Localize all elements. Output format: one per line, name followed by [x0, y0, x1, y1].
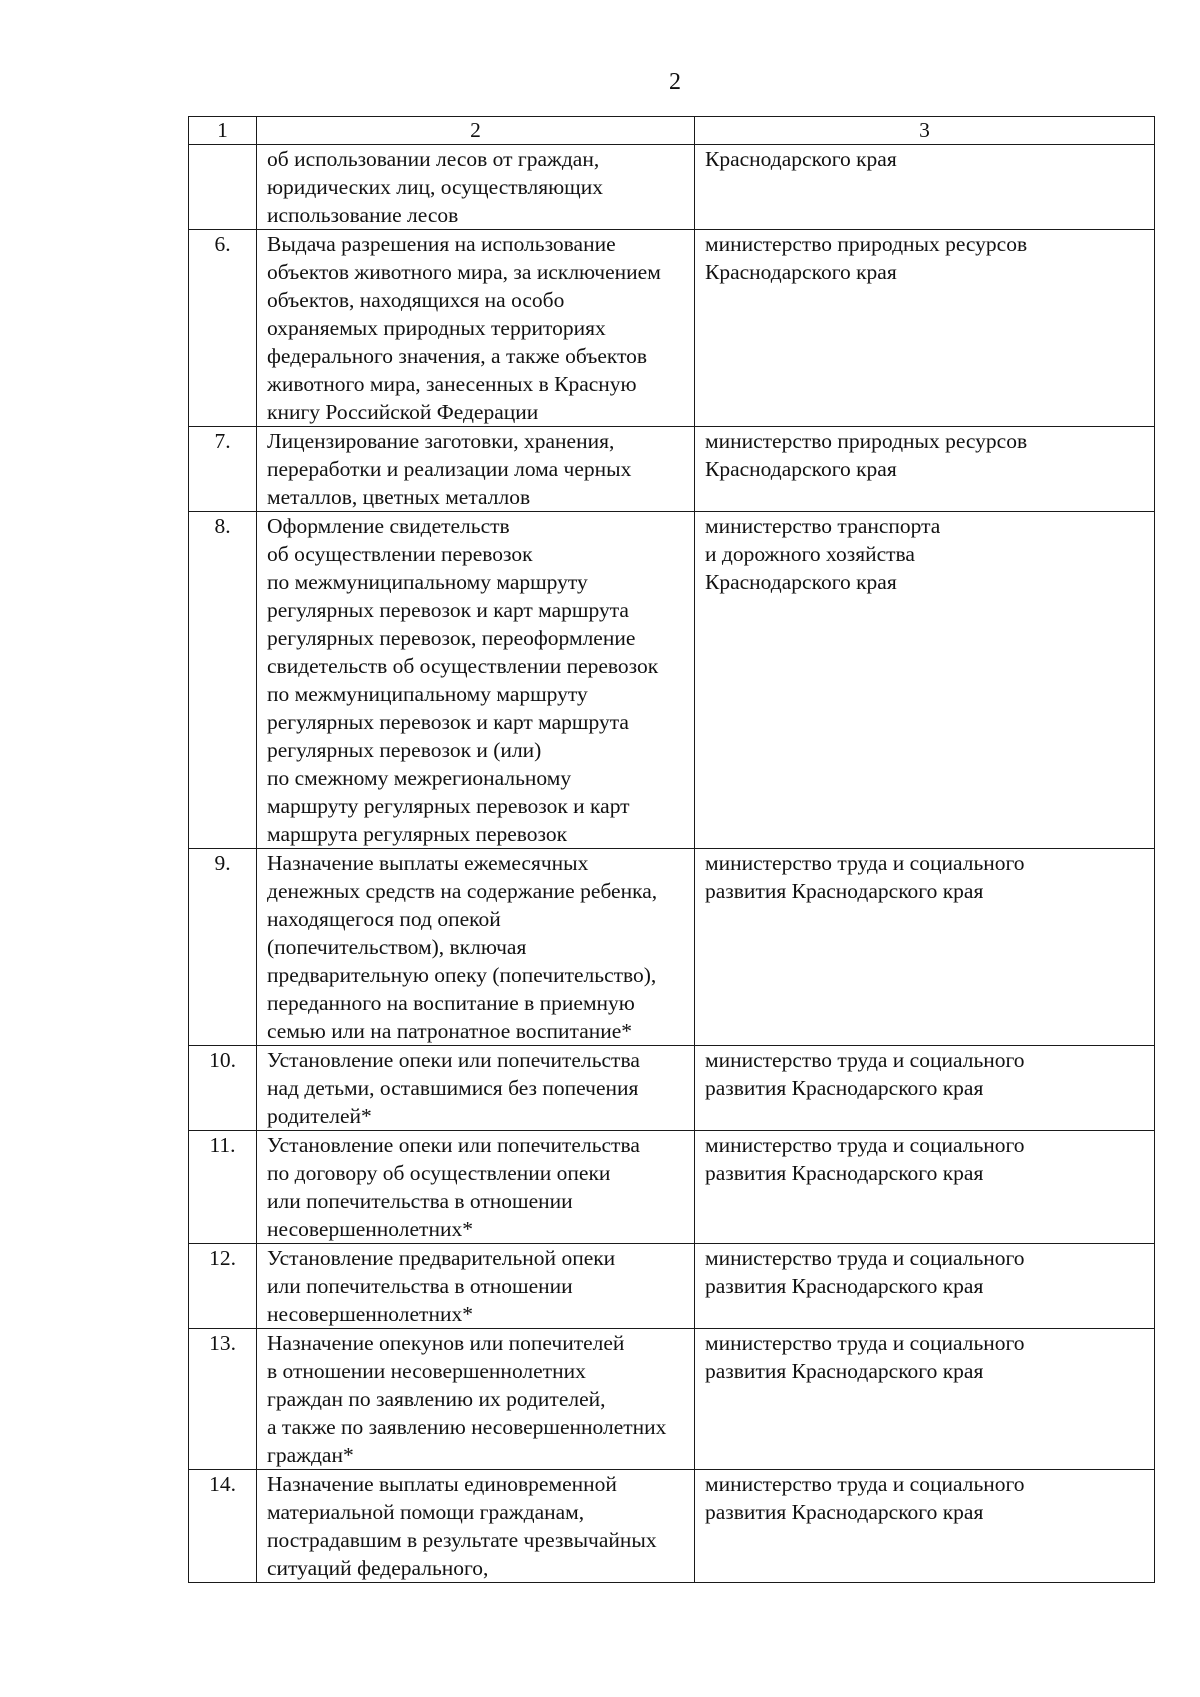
service-line: Установление предварительной опеки	[267, 1246, 616, 1270]
authority-cell	[695, 145, 1155, 230]
service-cell	[257, 145, 695, 230]
service-line: над детьми, оставшимися без попечения	[267, 1076, 639, 1100]
authority-line: министерство природных ресурсов	[705, 232, 1028, 256]
service-line: несовершеннолетних*	[267, 1302, 473, 1326]
authority-line: развития Краснодарского края	[705, 1274, 984, 1298]
authority-line: Краснодарского края	[705, 457, 897, 481]
service-line: граждан по заявлению их родителей,	[267, 1387, 606, 1411]
row-number: 13.	[189, 1329, 257, 1470]
authority-line: Краснодарского края	[705, 260, 897, 284]
service-line: семью или на патронатное воспитание*	[267, 1019, 633, 1043]
table-header-row	[189, 117, 1155, 145]
service-line: об использовании лесов от граждан,	[267, 147, 600, 171]
authority-cell	[695, 1131, 1155, 1244]
authority-line: министерство труда и социального	[705, 1246, 1025, 1270]
service-line: регулярных перевозок, переоформление	[267, 626, 636, 650]
service-cell	[257, 427, 695, 512]
service-line: юридических лиц, осуществляющих	[267, 175, 603, 199]
row-number: 10.	[189, 1046, 257, 1131]
service-cell	[257, 230, 695, 427]
service-cell	[257, 849, 695, 1046]
column-header-service: 2	[257, 117, 695, 145]
service-line: федерального значения, а также объектов	[267, 344, 648, 368]
authority-line: развития Краснодарского края	[705, 1161, 984, 1185]
service-line: Назначение выплаты ежемесячных	[267, 851, 589, 875]
authority-line: развития Краснодарского края	[705, 879, 984, 903]
service-cell	[257, 1244, 695, 1329]
page-number: 2	[669, 69, 681, 95]
service-line: Назначение выплаты единовременной	[267, 1472, 617, 1496]
row-number	[189, 145, 257, 230]
row-number: 8.	[189, 512, 257, 849]
service-line: денежных средств на содержание ребенка,	[267, 879, 658, 903]
table-row	[189, 512, 1155, 849]
table-row	[189, 849, 1155, 1046]
authority-cell	[695, 427, 1155, 512]
table-row	[189, 1329, 1155, 1470]
service-line: (попечительством), включая	[267, 935, 527, 959]
service-line: предварительную опеку (попечительство),	[267, 963, 657, 987]
table-body	[189, 145, 1155, 1583]
service-line: регулярных перевозок и карт маршрута	[267, 598, 629, 622]
service-line: объектов животного мира, за исключением	[267, 260, 661, 284]
table-row	[189, 145, 1155, 230]
service-line: а также по заявлению несовершеннолетних	[267, 1415, 667, 1439]
service-line: книгу Российской Федерации	[267, 400, 539, 424]
service-line: охраняемых природных территориях	[267, 316, 606, 340]
service-line: маршрута регулярных перевозок	[267, 822, 568, 846]
service-cell	[257, 1046, 695, 1131]
authority-line: министерство труда и социального	[705, 1331, 1025, 1355]
authority-line: Краснодарского края	[705, 147, 897, 171]
column-header-number: 1	[189, 117, 257, 145]
authority-line: министерство труда и социального	[705, 1133, 1025, 1157]
service-line: переработки и реализации лома черных	[267, 457, 632, 481]
service-line: регулярных перевозок и (или)	[267, 738, 542, 762]
service-line: объектов, находящихся на особо	[267, 288, 565, 312]
authority-cell	[695, 230, 1155, 427]
authority-cell	[695, 1329, 1155, 1470]
row-number: 11.	[189, 1131, 257, 1244]
service-line: Оформление свидетельств	[267, 514, 510, 538]
service-line: по межмуниципальному маршруту	[267, 570, 588, 594]
authority-line: развития Краснодарского края	[705, 1359, 984, 1383]
authority-line: министерство транспорта	[705, 514, 941, 538]
service-line: по смежному межрегиональному	[267, 766, 572, 790]
service-cell	[257, 1131, 695, 1244]
row-number: 7.	[189, 427, 257, 512]
service-line: использование лесов	[267, 203, 459, 227]
table-row	[189, 1046, 1155, 1131]
authority-line: развития Краснодарского края	[705, 1076, 984, 1100]
service-line: переданного на воспитание в приемную	[267, 991, 635, 1015]
service-line: по межмуниципальному маршруту	[267, 682, 588, 706]
service-line: граждан*	[267, 1443, 354, 1467]
authority-cell	[695, 1046, 1155, 1131]
service-cell	[257, 1470, 695, 1583]
service-line: или попечительства в отношении	[267, 1274, 573, 1298]
authority-line: и дорожного хозяйства	[705, 542, 915, 566]
row-number: 12.	[189, 1244, 257, 1329]
row-number: 9.	[189, 849, 257, 1046]
table-row	[189, 427, 1155, 512]
table-row	[189, 1470, 1155, 1583]
table-row	[189, 230, 1155, 427]
table-row	[189, 1131, 1155, 1244]
row-number: 14.	[189, 1470, 257, 1583]
service-line: родителей*	[267, 1104, 372, 1128]
row-number: 6.	[189, 230, 257, 427]
service-line: свидетельств об осуществлении перевозок	[267, 654, 659, 678]
service-line: или попечительства в отношении	[267, 1189, 573, 1213]
authority-cell	[695, 849, 1155, 1046]
service-line: пострадавшим в результате чрезвычайных	[267, 1528, 657, 1552]
service-line: регулярных перевозок и карт маршрута	[267, 710, 629, 734]
service-line: Выдача разрешения на использование	[267, 232, 616, 256]
service-line: по договору об осуществлении опеки	[267, 1161, 611, 1185]
authority-line: министерство труда и социального	[705, 1048, 1025, 1072]
authority-cell	[695, 512, 1155, 849]
authority-cell	[695, 1470, 1155, 1583]
service-line: Лицензирование заготовки, хранения,	[267, 429, 615, 453]
service-line: Установление опеки или попечительства	[267, 1048, 640, 1072]
service-line: об осуществлении перевозок	[267, 542, 533, 566]
service-line: ситуаций федерального,	[267, 1556, 489, 1580]
column-header-authority: 3	[695, 117, 1155, 145]
service-line: Установление опеки или попечительства	[267, 1133, 640, 1157]
service-cell	[257, 1329, 695, 1470]
authority-line: министерство природных ресурсов	[705, 429, 1028, 453]
service-cell	[257, 512, 695, 849]
service-line: находящегося под опекой	[267, 907, 501, 931]
service-line: маршруту регулярных перевозок и карт	[267, 794, 630, 818]
authority-line: министерство труда и социального	[705, 851, 1025, 875]
service-line: металлов, цветных металлов	[267, 485, 531, 509]
service-line: материальной помощи гражданам,	[267, 1500, 585, 1524]
authority-line: развития Краснодарского края	[705, 1500, 984, 1524]
authority-line: Краснодарского края	[705, 570, 897, 594]
service-line: животного мира, занесенных в Красную	[267, 372, 637, 396]
authority-cell	[695, 1244, 1155, 1329]
authority-line: министерство труда и социального	[705, 1472, 1025, 1496]
services-table	[188, 116, 1155, 1583]
service-line: несовершеннолетних*	[267, 1217, 473, 1241]
service-line: в отношении несовершеннолетних	[267, 1359, 586, 1383]
table-row	[189, 1244, 1155, 1329]
service-line: Назначение опекунов или попечителей	[267, 1331, 625, 1355]
